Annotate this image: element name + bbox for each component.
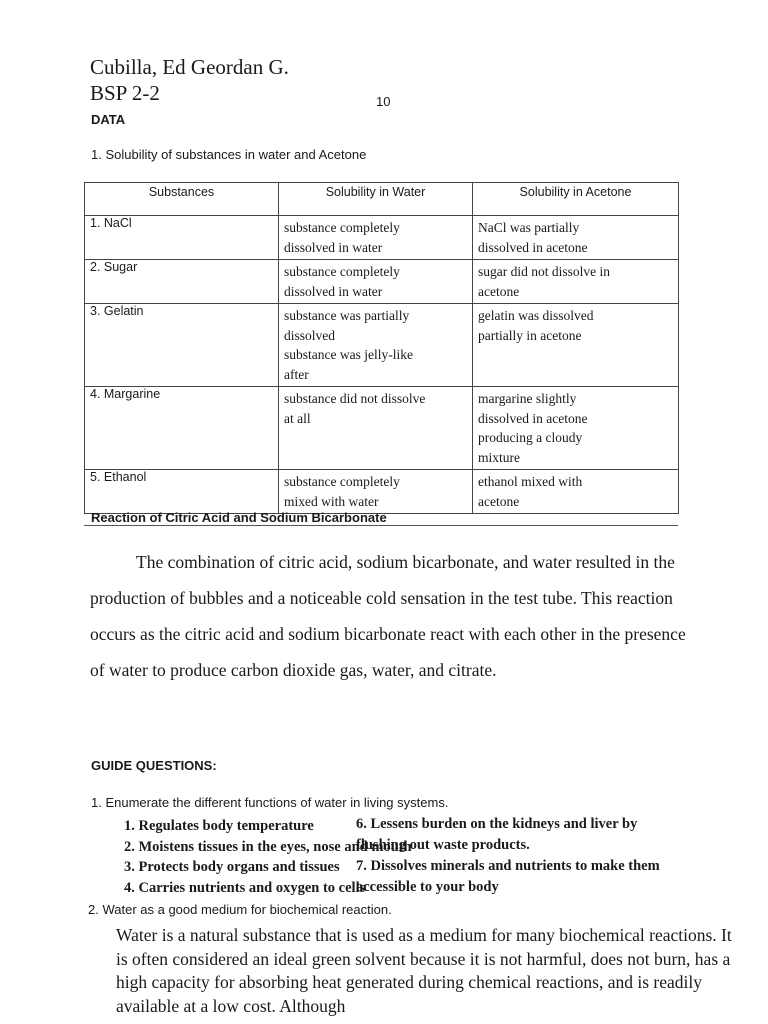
cell-line: after: [284, 366, 309, 382]
student-section: BSP 2-2: [90, 81, 160, 105]
acetone-cell: [473, 260, 679, 304]
cell-line: dissolved in acetone: [478, 239, 588, 255]
page-number: 10: [376, 94, 391, 109]
answer-paragraph: Water is a natural substance that is used as a medium for many biochemical reactions. It is often considered an ideal green solvent because it is not harmful, does not burn, has a high capacity for absorbing heat generated during chemical reactions, and is readily available at a low cost. Although: [116, 925, 732, 1016]
reaction-paragraph: [90, 544, 690, 688]
table-row: [85, 260, 679, 304]
table-row: [85, 304, 679, 387]
list-item: 7. Dissolves minerals and nutrients to make them: [356, 858, 660, 874]
cell-line: dissolved: [284, 327, 336, 343]
water-cell: [279, 260, 473, 304]
table-row: [85, 387, 679, 470]
cell-line: partially in acetone: [478, 327, 582, 343]
cell-line: substance did not dissolve: [284, 391, 426, 406]
water-cell: [279, 304, 473, 387]
reaction-heading: Reaction of Citric Acid and Sodium Bicarbonate: [91, 510, 387, 525]
guide-question-1: 1. Enumerate the different functions of water in living systems.: [91, 795, 449, 810]
cell-line: gelatin was dissolved: [478, 308, 594, 323]
table-row: [85, 216, 679, 260]
cell-line: substance was jelly-like: [284, 347, 413, 362]
water-cell: [279, 387, 473, 470]
water-cell: [279, 216, 473, 260]
functions-list-right: [356, 814, 716, 898]
list-item: 6. Lessens burden on the kidneys and liver by: [356, 816, 638, 832]
list-item: flushing out waste products.: [356, 837, 530, 853]
cell-line: mixed with water: [284, 493, 379, 509]
cell-line: mixture: [478, 449, 520, 465]
header-substances: Substances: [85, 183, 279, 216]
list-item: accessible to your body: [356, 879, 499, 895]
cell-line: sugar did not dissolve in: [478, 264, 610, 279]
cell-line: acetone: [478, 493, 520, 509]
cell-line: margarine slightly: [478, 391, 577, 406]
guide-questions-heading: GUIDE QUESTIONS:: [91, 758, 217, 773]
acetone-cell: [473, 216, 679, 260]
substance-cell: 1. NaCl: [85, 216, 279, 260]
header-acetone: Solubility in Acetone: [473, 183, 679, 216]
substance-cell: 5. Ethanol: [85, 470, 279, 514]
list-item: 3. Protects body organs and tissues: [124, 859, 340, 875]
acetone-cell: [473, 470, 679, 514]
solubility-question: 1. Solubility of substances in water and Acetone: [91, 147, 367, 162]
cell-line: acetone: [478, 283, 520, 299]
substance-cell: 3. Gelatin: [85, 304, 279, 387]
acetone-cell: [473, 387, 679, 470]
cell-line: ethanol mixed with: [478, 474, 583, 489]
cell-line: at all: [284, 410, 311, 426]
cell-line: substance was partially: [284, 308, 410, 323]
list-item: 1. Regulates body temperature: [124, 818, 314, 834]
table-header-row: [85, 183, 679, 216]
data-heading: DATA: [91, 112, 126, 127]
list-item: 2. Moistens tissues in the eyes, nose and mouth: [124, 838, 412, 855]
cell-line: substance completely: [284, 220, 400, 235]
cell-line: substance completely: [284, 264, 400, 279]
header-water: Solubility in Water: [279, 183, 473, 216]
cell-line: dissolved in water: [284, 239, 383, 255]
cell-line: dissolved in water: [284, 283, 383, 299]
water-cell: [279, 470, 473, 514]
substance-cell: 2. Sugar: [85, 260, 279, 304]
substance-cell: 4. Margarine: [85, 387, 279, 470]
heading-underline: [84, 525, 678, 526]
cell-line: NaCl was partially: [478, 220, 580, 235]
list-item: 4. Carries nutrients and oxygen to cells: [124, 879, 366, 896]
student-name: Cubilla, Ed Geordan G.: [90, 55, 289, 79]
cell-line: substance completely: [284, 474, 400, 489]
cell-line: producing a cloudy: [478, 430, 583, 445]
acetone-cell: [473, 304, 679, 387]
cell-line: dissolved in acetone: [478, 410, 588, 426]
table-row: [85, 470, 679, 514]
reaction-text: The combination of citric acid, sodium bicarbonate, and water resulted in the production of bubbles and a noticeable cold sensation in the test tube. This reaction occurs as the citric acid and sodium bicarbonate react with each other in the presence of water to produce carbon dioxide gas, water, and citrate.: [90, 552, 686, 680]
guide-question-2: 2. Water as a good medium for biochemical reaction.: [88, 902, 392, 917]
solubility-table: [84, 182, 679, 514]
